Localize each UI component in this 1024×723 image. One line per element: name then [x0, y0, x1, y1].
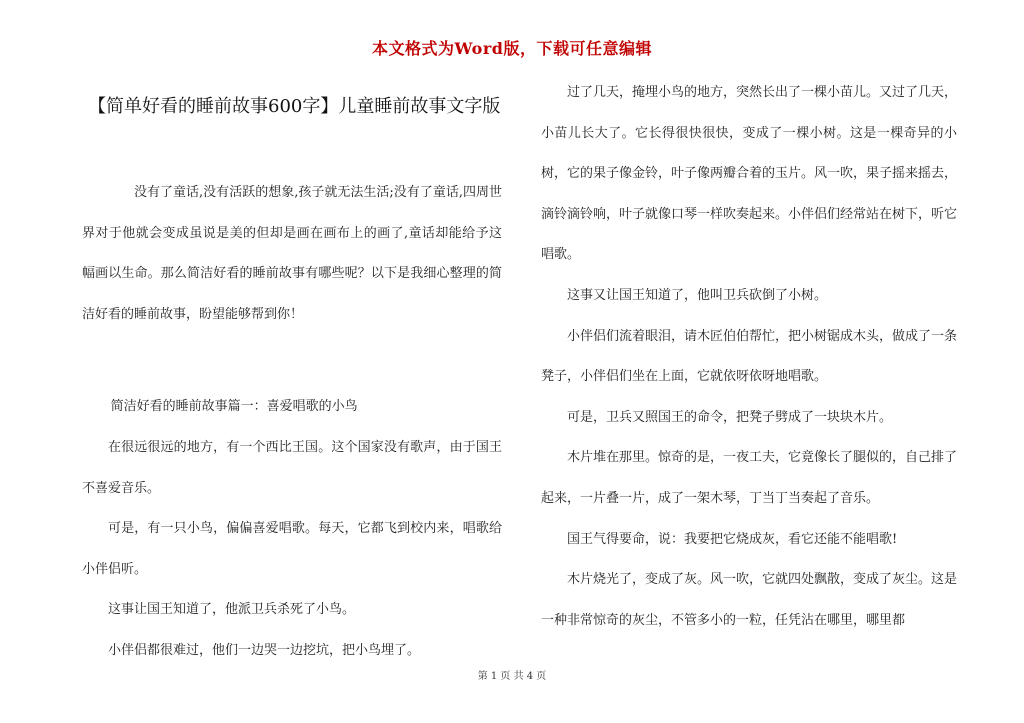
- intro-paragraph: 没有了童话,没有活跃的想象,孩子就无法生活;没有了童话,四周世界对于他就会变成虽说是美的但却是画在画布上的画了,童话却能给予这幅画以生命。那么简洁好看的睡前故事有哪些呢？以下是我细心整理的简洁好看的睡前故事，盼望能够帮到你！: [82, 185, 502, 322]
- download-banner: 本文格式为Word版，下载可任意编辑: [372, 39, 652, 58]
- body-paragraph: 在很远很远的地方，有一个西比王国。这个国家没有歌声，由于国王不喜爱音乐。: [82, 439, 502, 496]
- right-column: [541, 73, 957, 641]
- body-paragraph: 木片烧光了，变成了灰。风一吹，它就四处飘散，变成了灰尘。这是一种非常惊奇的灰尘，不管多小的一粒，任凭沾在哪里，哪里都: [541, 572, 958, 628]
- section-heading: 简洁好看的睡前故事篇一：喜爱唱歌的小鸟: [110, 399, 358, 415]
- page-footer: 第 1 页 共 4 页: [477, 671, 547, 682]
- left-column: [82, 173, 502, 672]
- paragraph-spacer: [82, 335, 502, 387]
- body-paragraph: 木片堆在那里。惊奇的是，一夜工夫，它竟像长了腿似的，自己排了起来，一片叠一片，成了一架木琴，丁当丁当奏起了音乐。: [541, 450, 958, 506]
- body-paragraph: 可是，有一只小鸟，偏偏喜爱唱歌。每天，它都飞到校内来，唱歌给小伴侣听。: [82, 521, 502, 577]
- body-paragraph: 过了几天，掩埋小鸟的地方，突然长出了一棵小苗儿。又过了几天，小苗儿长大了。它长得很快很快，变成了一棵小树。这是一棵奇异的小树，它的果子像金铃，叶子像两瓣合着的玉片。风一吹，果子摇来摇去，滴铃滴铃响，叶子就像口琴一样吹奏起来。小伴侣们经常站在树下，听它唱歌。: [541, 85, 958, 263]
- body-paragraph: 国王气得要命，说：我要把它烧成灰，看它还能不能唱歌!: [567, 531, 898, 547]
- body-paragraph: 这事又让国王知道了，他叫卫兵砍倒了小树。: [567, 287, 828, 303]
- document-title: 【简单好看的睡前故事600字】儿童睡前故事文字版: [88, 96, 501, 117]
- body-paragraph: 小伴侣都很难过，他们一边哭一边挖坑，把小鸟埋了。: [108, 642, 421, 658]
- body-paragraph: 这事让国王知道了，他派卫兵杀死了小鸟。: [108, 602, 356, 618]
- body-paragraph: 小伴侣们流着眼泪，请木匠伯伯帮忙，把小树锯成木头，做成了一条凳子，小伴侣们坐在上面，它就依呀依呀地唱歌。: [541, 328, 958, 385]
- body-paragraph: 可是，卫兵又照国王的命令，把凳子劈成了一块块木片。: [567, 409, 893, 425]
